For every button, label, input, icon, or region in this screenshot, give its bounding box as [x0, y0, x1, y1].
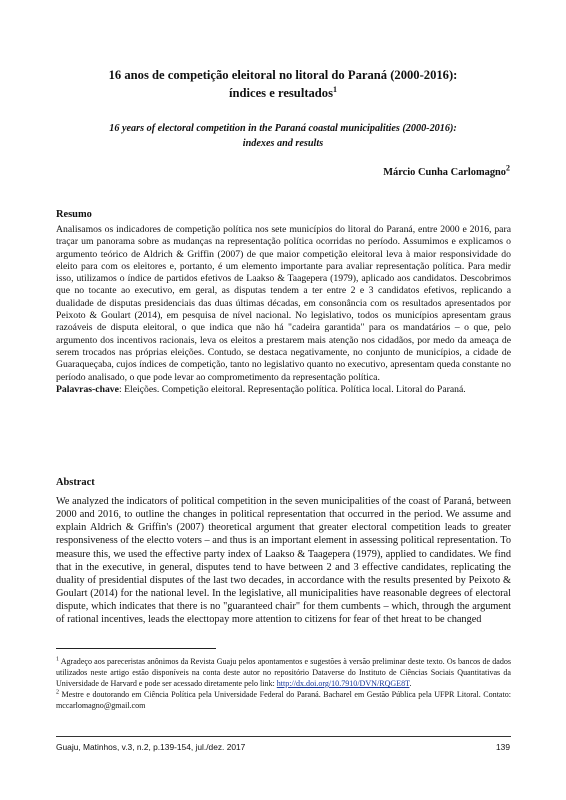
abstract-body: [56, 495, 511, 627]
title-footnote-mark[interactable]: 1: [333, 84, 338, 94]
title-line-2: índices e resultados: [228, 86, 334, 100]
subtitle-line-1: 16 years of electoral competition in the Paraná coastal municipalities (2000-2016):: [109, 123, 457, 134]
resumo-text: Analisamos os indicadores de competição política nos sete municípios do litoral do Paraná, entre 2000 e 2016, para traçar um panorama sobre as mudanças na representação política ocorridas no período. Assumimos e explicamos o argumento teórico de Aldrich & Griffin (2007) de que maior competição eleitoral leva à maior responsividade do eleito para com os eleitores e, portanto, é um elemento importante para avaliar representação política. Para medir isso, utilizamos o índice de partidos efetivos de Laakso & Taagepera (1979), aplicado aos candidatos. Descobrimos que no tocante ao executivo, em geral, as disputas tendem a ter entre 2 e 3 candidatos efetivos, replicando a dualidade de disputas presidenciais das duas últimas décadas, em consonância com os resultados apresentados por Peixoto & Goulart (2014), em pesquisa de nível nacional. No legislativo, todos os municípios apresentam graus razoáveis de disputa eleitoral, o que indica que não há "cadeira garantida" para os mandatários – o que, pelo argumento dos incentivos racionais, leva os eleitos a prestarem mais atenção nos cidadãos, por medo da ameaça de serem trocados nas próprias eleições. Contudo, se destaca negativamente, no conjunto de municípios, a cidade de Guaraqueçaba, cujos índices de competição, tanto no legislativo quanto no executivo, apresentam queda constante no período analisado, o que pode levar ao comprometimento da representação política.: [56, 224, 511, 383]
footnote-1-end: .: [409, 679, 412, 688]
footnote-2: [56, 689, 511, 711]
abstract-heading: Abstract: [56, 477, 95, 488]
footnote-separator: [56, 648, 216, 649]
footnote-1: [56, 656, 511, 689]
author-name: [383, 163, 510, 178]
author-name-text: Márcio Cunha Carlomagno: [383, 167, 506, 178]
resumo-heading: Resumo: [56, 209, 92, 220]
author-footnote-mark[interactable]: 2: [506, 163, 510, 173]
title-line-1: 16 anos de competição eleitoral no litoral do Paraná (2000-2016):: [108, 68, 458, 82]
footnote-2-text: Mestre e doutorando em Ciência Política pela Universidade Federal do Paraná. Bacharel em Gestão Pública pela UFPR Litoral. Contato: mccarlomagno@gmail.com: [56, 690, 511, 710]
footnote-1-mark: 1: [56, 656, 59, 663]
footnotes: [56, 656, 511, 711]
keywords-label: Palavras-chave: [56, 383, 119, 395]
dataverse-doi-link[interactable]: http://dx.doi.org/10.7910/DVN/RQGE8T: [276, 679, 410, 688]
article-subtitle-english: [56, 121, 510, 151]
footnote-2-mark: 2: [56, 689, 59, 696]
article-title: [56, 66, 510, 102]
footnote-1-text: Agradeço aos pareceristas anônimos da Revista Guaju pelos apontamentos e sugestões à versão preliminar deste texto. Os bancos de dados utilizados neste artigo estão disponíveis na conta deste autor no repositório Dataverse do Instituto de Ciências Sociais Quantitativas da Universidade de Harvard e pode ser acessado diretamente pelo link:: [56, 657, 511, 688]
keywords-text: : Eleições. Competição eleitoral. Representação política. Política local. Litoral do Paraná.: [118, 383, 466, 395]
page-number: 139: [496, 742, 510, 752]
subtitle-line-2: indexes and results: [242, 138, 324, 149]
journal-citation: Guaju, Matinhos, v.3, n.2, p.139-154, jul./dez. 2017: [56, 742, 246, 752]
footer-separator: [56, 736, 511, 737]
resumo-body: [56, 224, 511, 396]
abstract-text: We analyzed the indicators of political competition in the seven municipalities of the coast of Paraná, between 2000 and 2016, to outline the changes in political representation that occurred in the period. We assume and explain Aldrich & Griffin's (2007) theoretical argument that greater electoral competition leads to greater responsiveness of the electto voters – and thus is an important element in assessing political representation. To measure this, we used the effective party index of Laakso & Taagepera (1979), applied to candidates. We find that in the executive, in general, disputes tend to have between 2 and 3 effective candidates, replicating the duality of presidential disputes of the last two decades, in accordance with the results presented by Peixoto & Goulart (2014) for the national level. In the legislative, all municipalities have reasonable degrees of electoral dispute, which indicates that there is no "guaranteed chair" for them cumbents – which, through the argument of rational incentives, leads the electtopay more attention to citizens for fear of thet hreat to be changed: [56, 496, 511, 626]
